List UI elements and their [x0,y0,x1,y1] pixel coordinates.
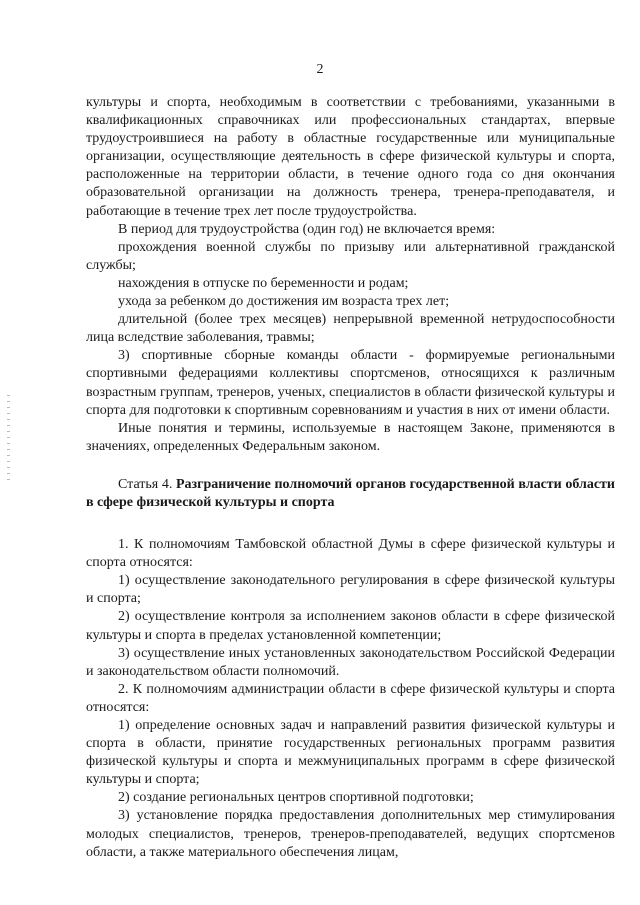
paragraph-maternity-leave: нахождения в отпуске по беременности и родам; [118,275,409,291]
list-item: 2) создание региональных центров спортивной подготовки; [118,790,474,806]
article-heading [86,476,615,512]
paragraph-disability: длительной (более трех месяцев) непрерывной временной нетрудоспособности лица вследствие заболевания, травмы; [86,312,615,346]
document-body [86,94,615,862]
paragraph-duma-powers: 1. К полномочиям Тамбовской областной Думы в сфере физической культуры и спорта относятся: [86,537,615,571]
paragraph-military-service: прохождения военной службы по призыву или альтернативной гражданской службы; [86,239,615,273]
paragraph-sports-teams: 3) спортивные сборные команды области - формируемые региональными спортивными федерациями коллективы спортсменов, относящихся к различным возрастным группам, тренеров, ученых, специалистов в области физической культуры и спорта для подготовки к спортивным соревнованиям и участия в них от имени области. [86,348,615,418]
list-item: 2) осуществление контроля за исполнением законов области в сфере физической культуры и спорта в пределах установленной компетенции; [86,609,615,643]
article-title: Разграничение полномочий органов государственной власти области в сфере физической культуры и спорта [86,476,615,510]
paragraph-child-care: ухода за ребенком до достижения им возраста трех лет; [118,294,450,310]
page-number: 2 [316,62,324,77]
paragraph-administration-powers: 2. К полномочиям администрации области в сфере физической культуры и спорта относятся: [86,681,615,715]
article-number: Статья 4. [118,476,176,492]
paragraph-other-terms: Иные понятия и термины, используемые в настоящем Законе, применяются в значениях, определенных Федеральным законом. [86,420,615,454]
paragraph-exclusions-intro: В период для трудоустройства (один год) не включается время: [118,221,496,237]
list-item: 3) установление порядка предоставления дополнительных мер стимулирования молодых специалистов, тренеров, тренеров-преподавателей, ведущих спортсменов области, а также материального обеспечения лицам, [86,808,615,860]
list-item: 3) осуществление иных установленных законодательством Российской Федерации и законодательством области полномочий. [86,645,615,679]
list-item: 1) осуществление законодательного регулирования в сфере физической культуры и спорта; [86,573,615,607]
list-item: 1) определение основных задач и направлений развития физической культуры и спорта в области, принятие государственных региональных программ развития физической культуры и спорта и межмуниципальных программ в сфере физической культуры и спорта; [86,718,615,788]
paragraph-continuation: культуры и спорта, необходимым в соответствии с требованиями, указанными в квалификационных справочниках или профессиональных стандартах, впервые трудоустроившиеся на работу в областные государственные или муниципальные организации, осуществляющие деятельность в сфере физической культуры и спорта, расположенные на территории области, в течение одного года со дня окончания образовательной организации на должность тренера, тренера-преподавателя, и работающие в течение трех лет после трудоустройства. [86,95,615,219]
scan-margin-marks [7,395,10,480]
